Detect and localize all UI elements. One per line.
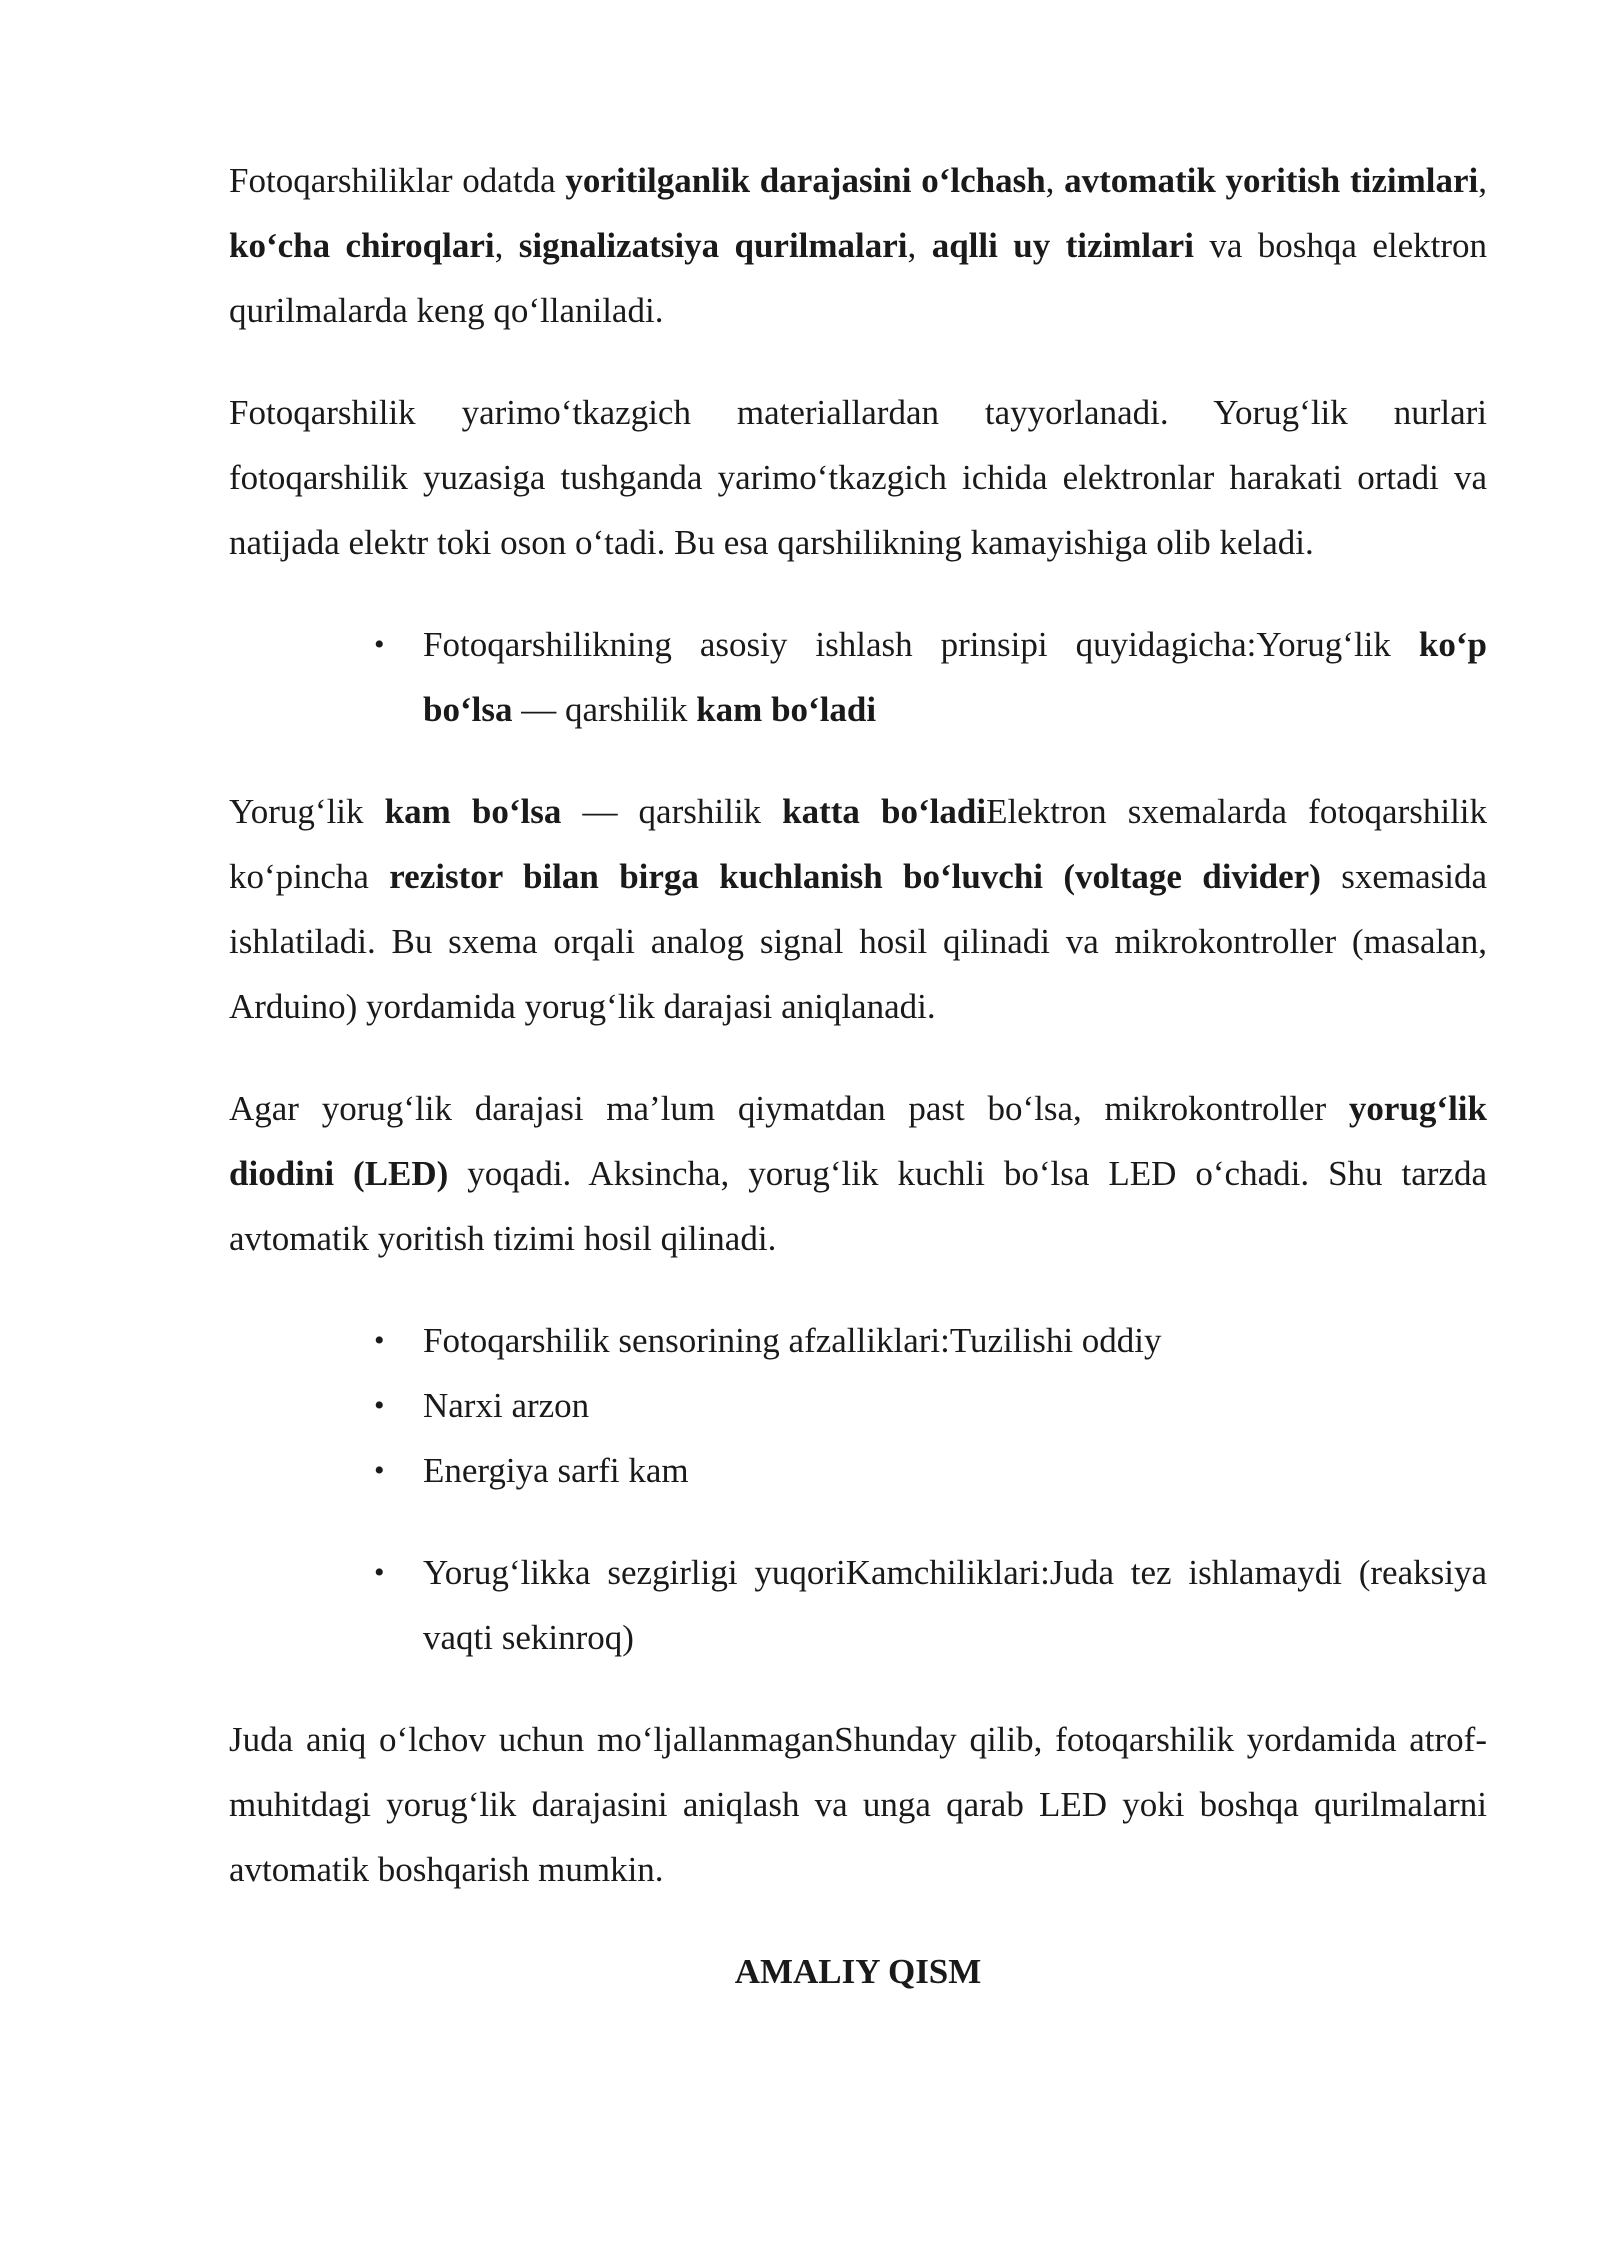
- bullet-icon: •: [374, 1454, 385, 1487]
- bold-term: yorug‘lik diodini (LED): [229, 1089, 1487, 1193]
- paragraph-circuit: [229, 779, 1487, 1039]
- text-run: Fotoqarshilikning asosiy ishlash prinsipi quyidagicha:Yorug‘lik: [423, 625, 1419, 664]
- bullet-list-advantages: [229, 1308, 1487, 1503]
- text-run: sxemasida ishlatiladi. Bu sxema orqali analog signal hosil qilinadi va mikrokontroller (masalan, Arduino) yordamida yorug‘lik darajasi aniqlanadi.: [229, 857, 1487, 1026]
- paragraph-led: [229, 1076, 1487, 1271]
- text-run: ,: [907, 226, 932, 265]
- text-run: ,: [1045, 161, 1065, 200]
- bullet-icon: •: [374, 1324, 385, 1357]
- bold-term: kam bo‘lsa: [384, 792, 562, 831]
- text-run: Elektron sxemalarda fotoqarshilik ko‘pincha: [229, 792, 1488, 896]
- bold-term: yoritilganlik darajasini o‘lchash: [565, 161, 1046, 200]
- bullet-list-drawbacks: [229, 1540, 1487, 1670]
- text-run: yoqadi. Aksincha, yorug‘lik kuchli bo‘lsa LED o‘chadi. Shu tarzda avtomatik yoritish tizimi hosil qilinadi.: [229, 1154, 1487, 1258]
- bullet-icon: •: [374, 1389, 385, 1422]
- bold-term: aqlli uy tizimlari: [931, 226, 1194, 265]
- list-item: [374, 1308, 1487, 1373]
- bold-term: kam bo‘ladi: [696, 690, 877, 729]
- bold-term: katta bo‘ladi: [782, 792, 987, 831]
- list-item-text: Fotoqarshilik sensorining afzalliklari:Tuzilishi oddiy: [423, 1321, 1162, 1360]
- document-page: [229, 148, 1487, 2004]
- bullet-list-principle: [229, 612, 1487, 742]
- bullet-icon: •: [374, 1556, 385, 1589]
- section-heading: AMALIY QISM: [734, 1952, 982, 1991]
- paragraph-material: Fotoqarshilik yarimo‘tkazgich materiallardan tayyorlanadi. Yorug‘lik nurlari fotoqarshilik yuzasiga tushganda yarimo‘tkazgich ichida elektronlar harakati ortadi va natijada elektr toki oson o‘tadi. Bu esa qarshilikning kamayishiga olib keladi.: [229, 393, 1487, 562]
- text-run: Agar yorug‘lik darajasi ma’lum qiymatdan past bo‘lsa, mikrokontroller: [229, 1089, 1349, 1128]
- text-run: ,: [1478, 161, 1488, 200]
- list-item: [374, 1373, 1487, 1438]
- list-item-text: Yorug‘likka sezgirligi yuqoriKamchiliklari:Juda tez ishlamaydi (reaksiya vaqti sekinroq): [423, 1553, 1487, 1657]
- bold-term: avtomatik yoritish tizimlari: [1064, 161, 1479, 200]
- text-run: Fotoqarshiliklar odatda: [229, 161, 566, 200]
- list-item-text: Energiya sarfi kam: [423, 1451, 689, 1490]
- list-item-text: Narxi arzon: [423, 1386, 590, 1425]
- bullet-icon: •: [374, 628, 385, 661]
- text-run: ,: [494, 226, 519, 265]
- text-run: — qarshilik: [582, 792, 783, 831]
- text-run: va boshqa elektron qurilmalarda keng qo‘llaniladi.: [229, 226, 1488, 330]
- text-run: — qarshilik: [521, 690, 697, 729]
- bold-term: signalizatsiya qurilmalari: [518, 226, 908, 265]
- list-item: [374, 1540, 1487, 1670]
- list-item: [374, 1438, 1487, 1503]
- paragraph-applications: [229, 148, 1487, 343]
- bold-term: rezistor bilan birga kuchlanish bo‘luvchi (voltage divider): [389, 857, 1321, 896]
- paragraph-conclusion: Juda aniq o‘lchov uchun mo‘ljallanmaganShunday qilib, fotoqarshilik yordamida atrof-muhitdagi yorug‘lik darajasini aniqlash va unga qarab LED yoki boshqa qurilmalarni avtomatik boshqarish mumkin.: [229, 1720, 1487, 1889]
- bold-term: ko‘cha chiroqlari: [229, 226, 495, 265]
- list-item: [374, 612, 1487, 742]
- text-run: Yorug‘lik: [229, 792, 385, 831]
- bold-term: ko‘p bo‘lsa: [423, 625, 1487, 729]
